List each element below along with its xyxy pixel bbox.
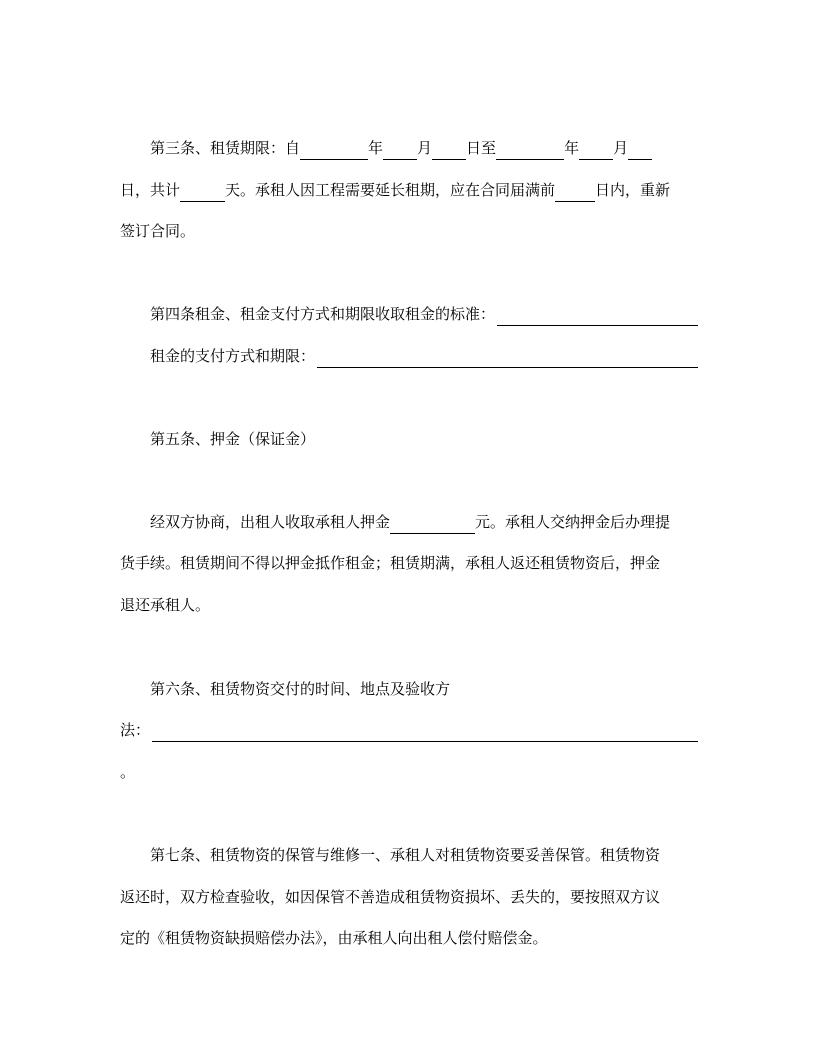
article-4-line-2 [150,344,698,368]
article-7-line-3 [120,926,698,950]
year-label: 年 [564,139,580,157]
deposit-terms-text: 货手续。租赁期间不得以押金抵作租金；租赁期满，承租人返还租赁物资后，押金 [120,554,661,572]
month-label: 月 [417,139,433,157]
deposit-heading: 第五条、押金（保证金） [150,430,316,448]
article-5-line-2 [120,551,698,575]
article-3-title: 第三条、租赁期限：自 [150,139,301,157]
article-5-line-1 [150,510,698,534]
deposit-text: 经双方协商，出租人收取承租人押金 [150,513,391,531]
custody-text: 第七条、租赁物资的保管与维修一、承租人对租赁物资要妥善保管。租赁物资 [150,846,661,864]
payment-method-blank[interactable] [317,350,698,368]
renew-text: 日内，重新 [595,181,671,199]
article-5-title [150,427,698,451]
year-label: 年 [368,139,384,157]
renew-days-blank[interactable] [555,184,595,202]
start-month-blank[interactable] [383,142,417,160]
month-label: 月 [613,139,629,157]
renew-contract-text: 签订合同。 [120,222,196,240]
start-day-blank[interactable] [432,142,466,160]
inspection-text: 返还时，双方检查验收，如因保管不善造成租赁物资损坏、丢失的，要按照双方议 [120,888,661,906]
article-7-line-1 [150,843,698,867]
article-6-line-3 [120,760,698,784]
total-days-blank[interactable] [180,184,225,202]
article-3-line-1 [150,136,698,160]
rent-standard-blank[interactable] [497,308,698,326]
article-4-title: 第四条租金、租金支付方式和期限收取租金的标准： [150,305,496,323]
deposit-amount-blank[interactable] [390,516,475,534]
end-year-blank[interactable] [496,142,564,160]
article-6-title [150,677,698,701]
period-mark: 。 [120,763,136,781]
end-month-blank[interactable] [579,142,613,160]
delivery-heading: 第六条、租赁物资交付的时间、地点及验收方 [150,680,451,698]
extension-text: 天。承租人因工程需要延长租期，应在合同届满前 [225,181,556,199]
start-year-blank[interactable] [300,142,368,160]
article-6-line-2 [120,718,698,742]
deposit-text-cont: 元。承租人交纳押金后办理提 [475,513,671,531]
end-day-blank[interactable] [628,142,652,160]
acceptance-method-blank[interactable] [152,724,698,742]
article-5-line-3 [120,593,698,617]
article-4-line-1 [150,302,698,326]
payment-method-label: 租金的支付方式和期限： [150,347,316,365]
total-days-label: 日，共计 [120,181,181,199]
deposit-return-text: 退还承租人。 [120,596,211,614]
day-to-label: 日至 [466,139,497,157]
acceptance-method-label: 法： [120,721,151,739]
article-3-line-2 [120,178,698,202]
article-3-line-3 [120,219,698,243]
article-7-line-2 [120,885,698,909]
compensation-text: 定的《租赁物资缺损赔偿办法》，由承租人向出租人偿付赔偿金。 [120,929,548,947]
